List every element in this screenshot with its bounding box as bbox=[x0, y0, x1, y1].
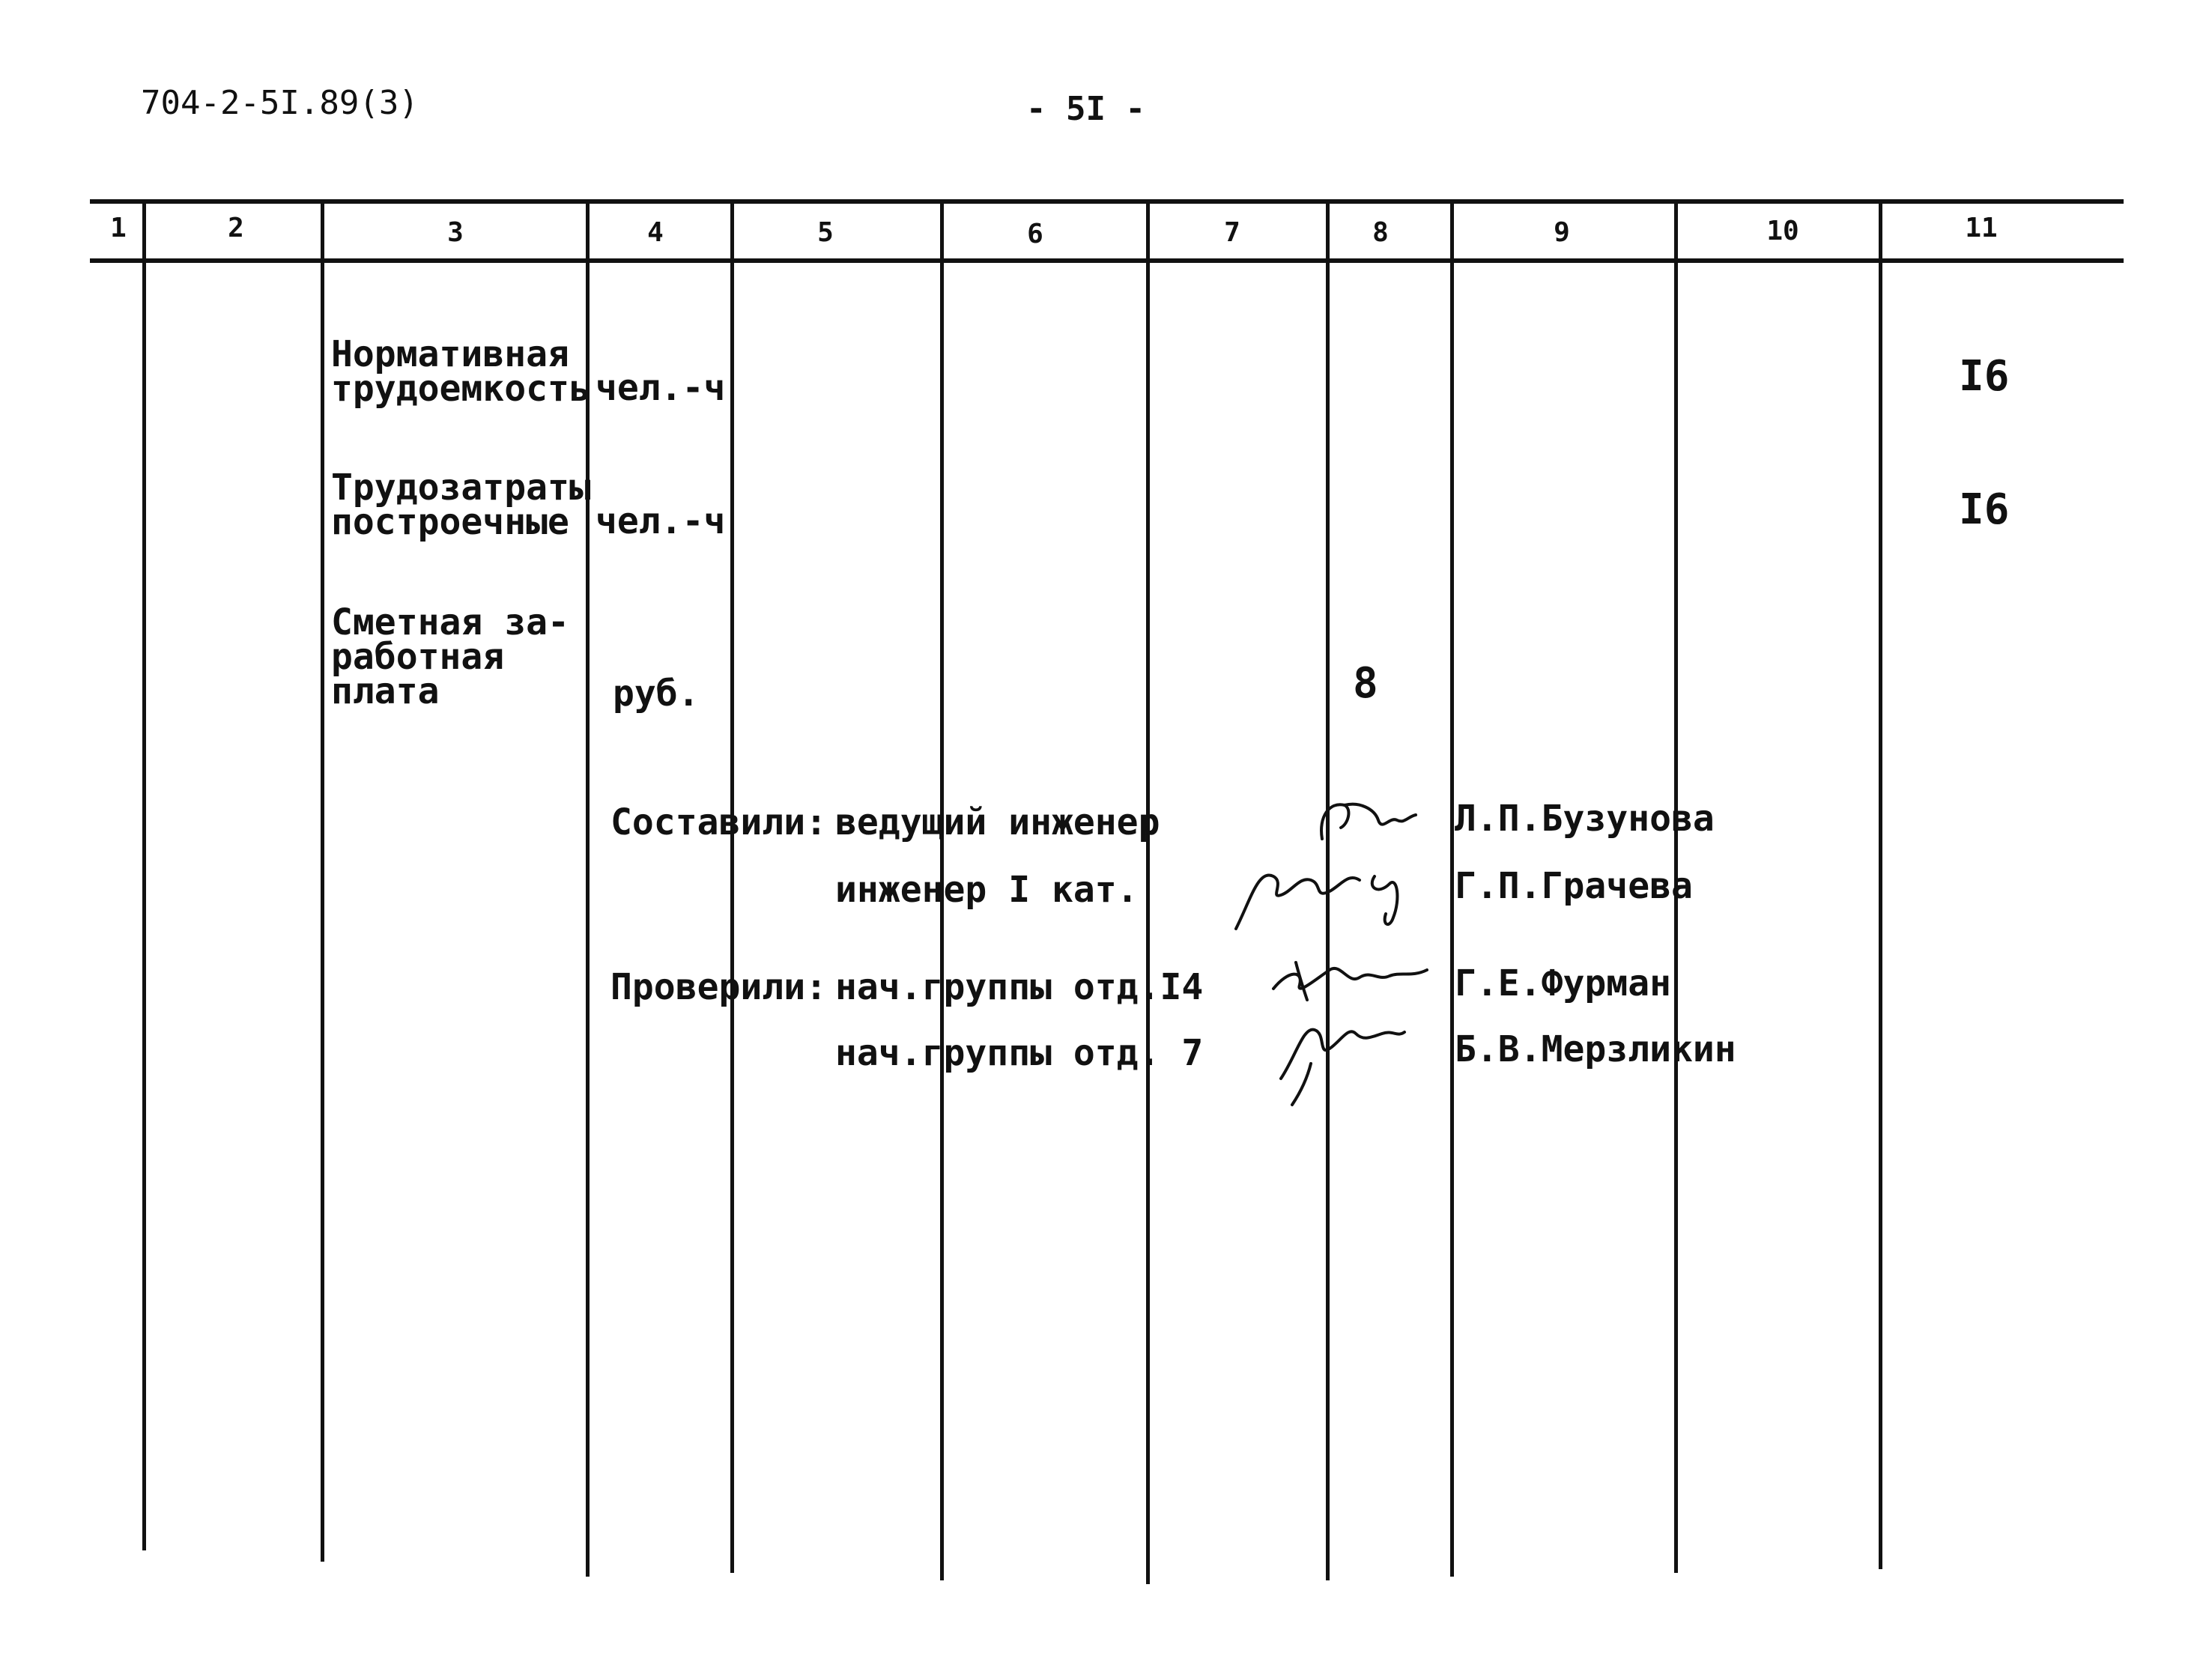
col-line-2 bbox=[321, 202, 324, 1562]
col-header-5: 5 bbox=[817, 217, 834, 248]
col-line-6 bbox=[1146, 202, 1150, 1584]
col-header-3: 3 bbox=[447, 217, 464, 248]
compiled-name-2: Г.П.Грачева bbox=[1455, 865, 1693, 907]
page-number: - 5I - bbox=[1026, 90, 1145, 128]
compiled-label: Составили: bbox=[610, 801, 827, 843]
row-3-name-line-1: Сметная за- bbox=[331, 601, 569, 643]
row-3-col8-value: 8 bbox=[1353, 659, 1378, 708]
row-2-name-line-1: Трудозатраты bbox=[331, 467, 591, 509]
row-3-name-line-2: работная bbox=[331, 636, 505, 678]
col-line-4 bbox=[730, 202, 734, 1573]
signature-gracheva bbox=[1228, 854, 1423, 940]
row-1-unit: чел.-ч bbox=[596, 367, 726, 409]
row-1-name bbox=[331, 333, 591, 410]
col-header-4: 4 bbox=[647, 217, 664, 248]
checked-name-2: Б.В.Мерзликин bbox=[1455, 1028, 1736, 1070]
row-3-name bbox=[331, 601, 569, 712]
row-2-name-line-2: построечные bbox=[331, 501, 569, 543]
col-header-10: 10 bbox=[1766, 216, 1799, 246]
row-1-name-line-2: трудоемкость bbox=[331, 368, 591, 410]
compiled-position-2: инженер I кат. bbox=[835, 869, 1139, 911]
signature-buzunova bbox=[1307, 786, 1427, 854]
col-header-11: 11 bbox=[1965, 213, 1998, 243]
row-2-unit: чел.-ч bbox=[596, 500, 726, 542]
col-line-1 bbox=[142, 202, 146, 1550]
col-header-6: 6 bbox=[1027, 219, 1043, 249]
col-header-8: 8 bbox=[1372, 217, 1389, 248]
compiled-name-1: Л.П.Бузунова bbox=[1455, 798, 1715, 840]
table-header-rule bbox=[90, 258, 2124, 263]
signature-furman bbox=[1266, 947, 1438, 1007]
col-header-9: 9 bbox=[1554, 217, 1570, 248]
row-1-name-line-1: Нормативная bbox=[331, 333, 569, 375]
row-3-unit: руб. bbox=[613, 673, 700, 715]
row-2-col11-value: I6 bbox=[1959, 485, 2010, 534]
signature-merzlikin bbox=[1266, 1011, 1416, 1109]
checked-position-2: нач.группы отд. 7 bbox=[835, 1032, 1204, 1074]
table-top-rule bbox=[90, 199, 2124, 204]
checked-position-1: нач.группы отд.I4 bbox=[835, 966, 1204, 1008]
row-3-name-line-3: плата bbox=[331, 670, 440, 712]
col-line-8 bbox=[1450, 202, 1454, 1577]
row-2-name bbox=[331, 467, 591, 543]
checked-label: Проверили: bbox=[610, 966, 827, 1008]
col-header-1: 1 bbox=[110, 213, 127, 243]
checked-name-1: Г.Е.Фурман bbox=[1455, 962, 1671, 1004]
col-header-7: 7 bbox=[1224, 217, 1240, 248]
document-code: 704-2-5I.89(3) bbox=[141, 84, 419, 122]
row-1-col11-value: I6 bbox=[1959, 352, 2010, 401]
col-line-10 bbox=[1879, 202, 1882, 1569]
compiled-position-1: ведущий инженер bbox=[835, 801, 1160, 843]
col-header-2: 2 bbox=[228, 213, 244, 243]
